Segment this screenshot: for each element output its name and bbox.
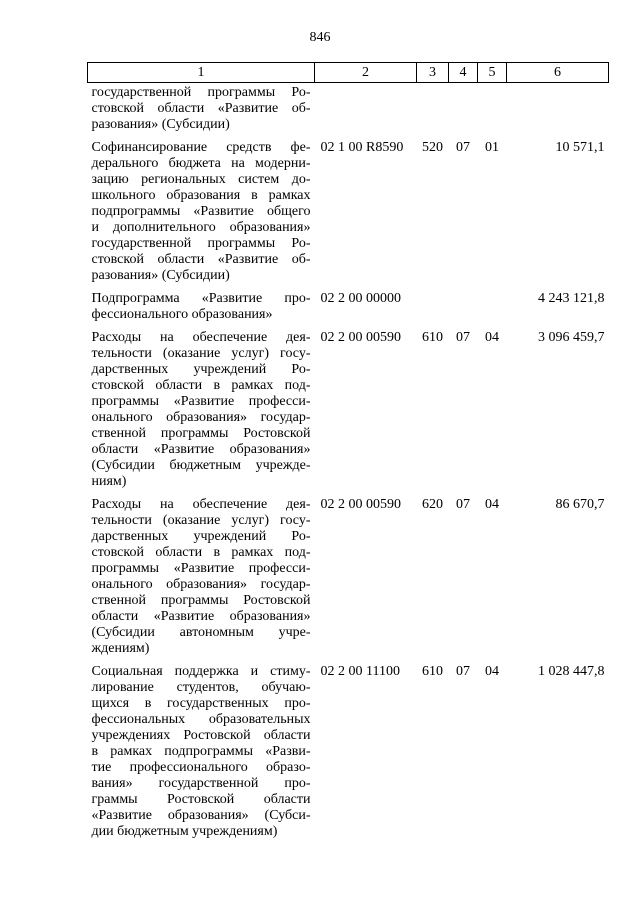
- column-header-1: 1: [88, 63, 315, 83]
- table-row: [88, 289, 609, 328]
- description-line: государственной программы Ро-: [91, 236, 311, 251]
- target-article-code: 02 2 00 11100: [320, 664, 400, 679]
- column-header-2: 2: [315, 63, 417, 83]
- column-header-6: 6: [507, 63, 609, 83]
- table-row: [88, 495, 609, 662]
- description-line: стовской области «Развитие об-: [91, 101, 311, 116]
- description-line: онального образования» государ-: [91, 410, 311, 425]
- table-row: [88, 83, 609, 139]
- description-line: (Субсидии бюджетным учрежде-: [91, 458, 311, 473]
- table-row: [88, 662, 609, 845]
- description-line: ственной программы Ростовской: [91, 426, 311, 441]
- description-line: тельности (оказание услуг) госу-: [91, 346, 311, 361]
- description-line: стовской области в рамках под-: [91, 545, 311, 560]
- description-line: ждениям): [91, 641, 150, 656]
- expense-type-code: 610: [422, 330, 443, 345]
- row-description: [88, 328, 315, 495]
- description-line: области «Развитие образования»: [91, 442, 311, 457]
- description-line: программы «Развитие професси-: [91, 394, 311, 409]
- table-body: [88, 83, 609, 846]
- amount-value: [507, 83, 609, 139]
- section-code: [449, 83, 478, 139]
- description-line: ственной программы Ростовской: [91, 593, 311, 608]
- description-line: граммы Ростовской области: [91, 792, 311, 807]
- target-article-code: 02 2 00 00590: [320, 330, 401, 345]
- description-line: дии бюджетным учреждениям): [91, 824, 278, 839]
- expense-type-code: 610: [422, 664, 443, 679]
- column-header-4: 4: [449, 63, 478, 83]
- description-line: разования» (Субсидии): [91, 268, 230, 283]
- description-line: и дополнительного образования»: [91, 220, 311, 235]
- description-line: программы «Развитие професси-: [91, 561, 311, 576]
- expense-type-code: [417, 289, 449, 328]
- description-line: Расходы на обеспечение дея-: [91, 330, 311, 345]
- description-line: Социальная поддержка и стиму-: [91, 664, 311, 679]
- description-line: подпрограммы «Развитие общего: [91, 204, 311, 219]
- expense-type-code: 520: [422, 140, 443, 155]
- description-line: щихся в государственных про-: [91, 696, 311, 711]
- subsection-code: [478, 289, 507, 328]
- target-article-code: 02 1 00 R8590: [320, 140, 404, 155]
- description-line: зацию региональных систем до-: [91, 172, 311, 187]
- target-article-code: 02 2 00 00000: [320, 291, 401, 306]
- description-line: (Субсидии автономным учре-: [91, 625, 311, 640]
- description-line: фессиональных образовательных: [91, 712, 311, 727]
- description-line: стовской области «Развитие об-: [91, 252, 311, 267]
- page-number: 846: [309, 30, 331, 45]
- target-article-code: [315, 83, 417, 139]
- description-line: дарственных учреждений Ро-: [91, 529, 311, 544]
- description-line: Софинансирование средств фе-: [91, 140, 311, 155]
- description-line: лирование студентов, обучаю-: [91, 680, 311, 695]
- description-line: ниям): [91, 474, 127, 489]
- amount-value: 86 670,7: [555, 497, 605, 512]
- description-line: тие профессионального образо-: [91, 760, 311, 775]
- subsection-code: 04: [485, 664, 499, 679]
- row-description: [88, 662, 315, 845]
- section-code: 07: [456, 330, 470, 345]
- column-header-5: 5: [478, 63, 507, 83]
- description-line: школьного образования в рамках: [91, 188, 311, 203]
- description-line: дерального бюджета на модерни-: [91, 156, 311, 171]
- subsection-code: [478, 83, 507, 139]
- amount-value: 3 096 459,7: [538, 330, 605, 345]
- description-line: разования» (Субсидии): [91, 117, 230, 132]
- subsection-code: 01: [485, 140, 499, 155]
- description-line: государственной программы Ро-: [91, 85, 311, 100]
- expense-type-code: 620: [422, 497, 443, 512]
- subsection-code: 04: [485, 497, 499, 512]
- table-row: [88, 138, 609, 289]
- description-line: тельности (оказание услуг) госу-: [91, 513, 311, 528]
- row-description: [88, 289, 315, 328]
- budget-table: [87, 62, 609, 845]
- section-code: 07: [456, 140, 470, 155]
- description-line: «Развитие образования» (Субси-: [91, 808, 311, 823]
- column-number-header-row: [88, 63, 609, 83]
- amount-value: 1 028 447,8: [538, 664, 605, 679]
- amount-value: 10 571,1: [555, 140, 605, 155]
- section-code: [449, 289, 478, 328]
- description-line: учреждениях Ростовской области: [91, 728, 311, 743]
- row-description: [88, 83, 315, 139]
- expense-type-code: [417, 83, 449, 139]
- row-description: [88, 138, 315, 289]
- description-line: в рамках подпрограммы «Разви-: [91, 744, 311, 759]
- subsection-code: 04: [485, 330, 499, 345]
- table-row: [88, 328, 609, 495]
- description-line: фессионального образования»: [91, 307, 273, 322]
- description-line: дарственных учреждений Ро-: [91, 362, 311, 377]
- description-line: вания» государственной про-: [91, 776, 311, 791]
- target-article-code: 02 2 00 00590: [320, 497, 401, 512]
- section-code: 07: [456, 664, 470, 679]
- amount-value: 4 243 121,8: [538, 291, 605, 306]
- section-code: 07: [456, 497, 470, 512]
- row-description: [88, 495, 315, 662]
- description-line: стовской области в рамках под-: [91, 378, 311, 393]
- description-line: Расходы на обеспечение дея-: [91, 497, 311, 512]
- column-header-3: 3: [417, 63, 449, 83]
- description-line: Подпрограмма «Развитие про-: [91, 291, 311, 306]
- description-line: онального образования» государ-: [91, 577, 311, 592]
- description-line: области «Развитие образования»: [91, 609, 311, 624]
